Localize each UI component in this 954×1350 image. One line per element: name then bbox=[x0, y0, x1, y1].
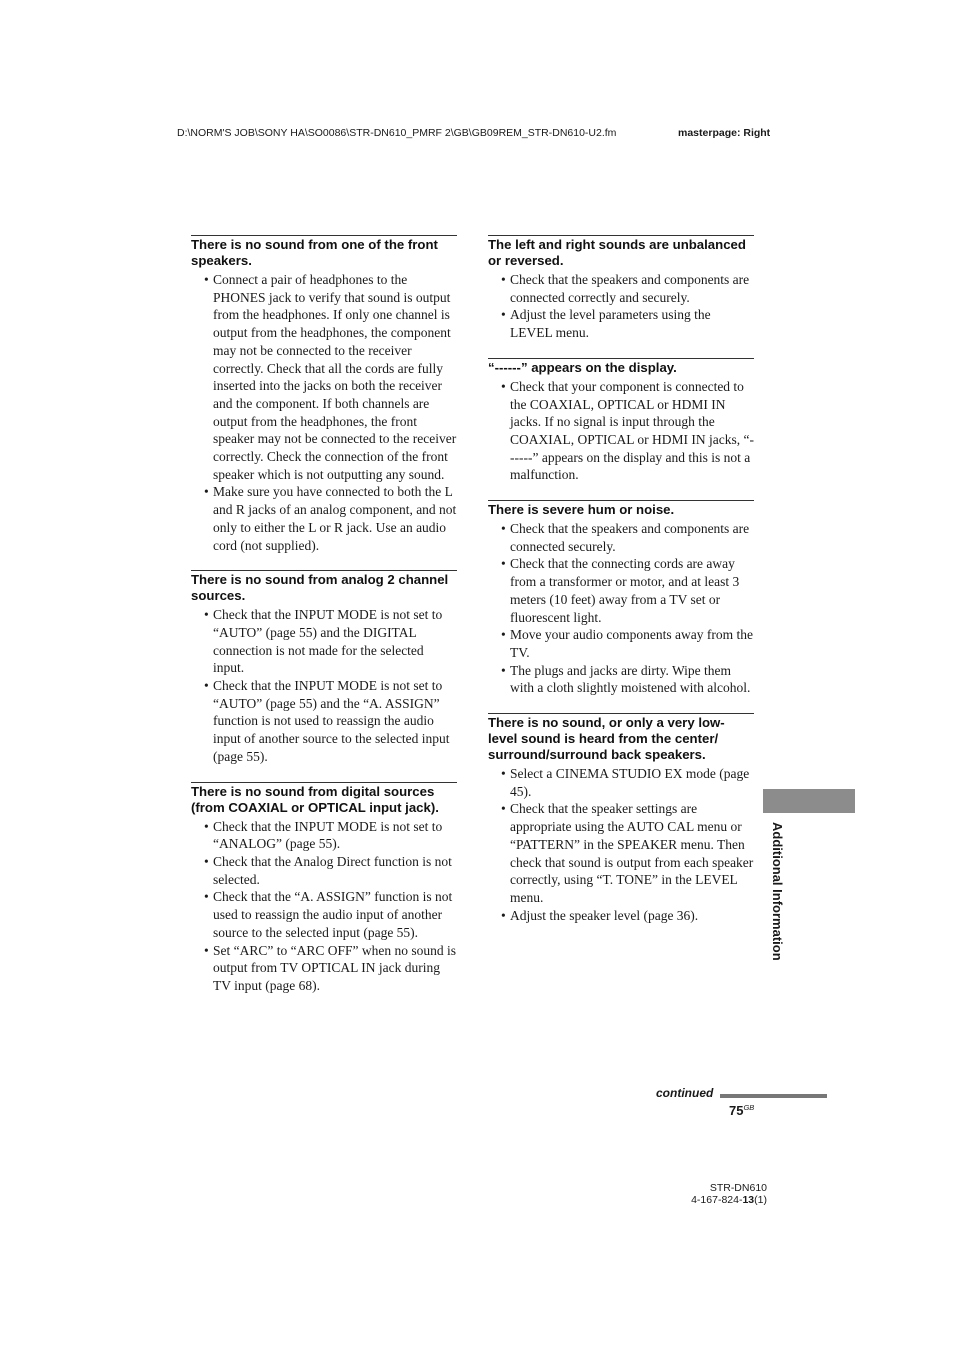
bullet-item: • Check that the “A. ASSIGN” function is not used to reassign the audio input of another source to the selected input (page 55). bbox=[213, 888, 457, 941]
part-code-bold: 13 bbox=[742, 1194, 755, 1206]
file-path-header: D:\NORM'S JOB\SONY HA\SO0086\STR-DN610_PMRF 2\GB\GB09REM_STR-DN610-U2.fm bbox=[177, 127, 617, 139]
bullet-item: • Check that the INPUT MODE is not set to “AUTO” (page 55) and the “A. ASSIGN” function is not used to reassign the audio input of another source to the selected input (page 55). bbox=[213, 677, 457, 766]
left-column bbox=[191, 235, 457, 1011]
bullet-item: • Check that the speakers and components are connected securely. bbox=[510, 520, 754, 555]
bullet-item: • Connect a pair of headphones to the PHONES jack to verify that sound is output from the headphones. If only one channel is output from the headphones, the component may not be connected to the receiver correctly. Check that all the cords are fully inserted into the jacks on both the receiver and the component. If both channels are output from the headphones, the front speaker may not be connected to the receiver correctly. Check the connection of the front speaker which is not outputting any sound. bbox=[213, 271, 457, 483]
section-title: “------” appears on the display. bbox=[488, 359, 677, 375]
continued-label: continued bbox=[656, 1086, 714, 1100]
bullet-item: • Check that your component is connected to the COAXIAL, OPTICAL or HDMI IN jacks. If no signal is input through the COAXIAL, OPTICAL or HDMI IN jacks, “------” appears on the display and this is not a malfunction. bbox=[510, 378, 754, 484]
page-number-value: 75 bbox=[729, 1103, 744, 1118]
bullet-item: • Check that the INPUT MODE is not set to “AUTO” (page 55) and the DIGITAL connection is not made for the selected input. bbox=[213, 606, 457, 677]
model-info bbox=[691, 1182, 767, 1206]
bullet-item: • Select a CINEMA STUDIO EX mode (page 45). bbox=[510, 765, 754, 800]
bullet-item: • Adjust the speaker level (page 36). bbox=[510, 907, 754, 925]
troubleshooting-section bbox=[488, 500, 754, 697]
bullet-list bbox=[488, 378, 754, 484]
troubleshooting-section bbox=[191, 570, 457, 765]
troubleshooting-section bbox=[488, 713, 754, 924]
section-title: There is severe hum or noise. bbox=[488, 502, 675, 518]
bullet-item: • Check that the connecting cords are away from a transformer or motor, and at least 3 meters (10 feet) away from a TV set or fluorescent light. bbox=[510, 555, 754, 626]
troubleshooting-section bbox=[488, 235, 754, 342]
section-title: There is no sound from one of the front speakers. bbox=[191, 237, 438, 268]
bullet-list bbox=[191, 606, 457, 765]
bullet-item: • Check that the INPUT MODE is not set to “ANALOG” (page 55). bbox=[213, 818, 457, 853]
continued-bar bbox=[720, 1094, 827, 1098]
troubleshooting-section bbox=[191, 235, 457, 554]
masterpage-label: masterpage: Right bbox=[678, 127, 771, 139]
bullet-list bbox=[191, 271, 457, 554]
bullet-item: • Check that the Analog Direct function is not selected. bbox=[213, 853, 457, 888]
model-number: STR-DN610 bbox=[709, 1182, 767, 1194]
right-column bbox=[488, 235, 754, 940]
bullet-item: • The plugs and jacks are dirty. Wipe them with a cloth slightly moistened with alcohol. bbox=[510, 662, 754, 697]
part-code bbox=[691, 1194, 767, 1206]
page-number bbox=[729, 1103, 754, 1118]
troubleshooting-section bbox=[191, 782, 457, 995]
part-code-suffix: (1) bbox=[754, 1194, 767, 1206]
bullet-item: • Check that the speakers and components are connected correctly and securely. bbox=[510, 271, 754, 306]
troubleshooting-section bbox=[488, 358, 754, 484]
bullet-item: • Adjust the level parameters using the LEVEL menu. bbox=[510, 306, 754, 341]
section-title: There is no sound from analog 2 channel sources. bbox=[191, 572, 449, 604]
bullet-item: • Set “ARC” to “ARC OFF” when no sound is output from TV OPTICAL IN jack during TV input (page 68). bbox=[213, 942, 457, 995]
page-number-suffix: GB bbox=[743, 1103, 755, 1112]
bullet-item: • Check that the speaker settings are appropriate using the AUTO CAL menu or “PATTERN” in the SPEAKER menu. Then check that sound is output from each speaker correctly, using “T. TONE” in the LEVEL menu. bbox=[510, 800, 754, 906]
bullet-item: • Move your audio components away from the TV. bbox=[510, 626, 754, 661]
part-code-prefix: 4-167-824- bbox=[691, 1194, 743, 1206]
section-title: There is no sound, or only a very low-level sound is heard from the center/ surround/surround back speakers. bbox=[488, 715, 725, 763]
bullet-list bbox=[191, 818, 457, 995]
bullet-list bbox=[488, 765, 754, 924]
section-title: The left and right sounds are unbalanced or reversed. bbox=[488, 237, 746, 268]
section-tab-marker bbox=[763, 789, 855, 813]
section-title: There is no sound from digital sources (from COAXIAL or OPTICAL input jack). bbox=[191, 783, 439, 815]
bullet-list bbox=[488, 271, 754, 342]
side-tab-label: Additional Information bbox=[770, 822, 785, 961]
bullet-item: • Make sure you have connected to both the L and R jacks of an analog component, and not only to either the L or R jack. Use an audio cord (not supplied). bbox=[213, 483, 457, 554]
bullet-list bbox=[488, 520, 754, 697]
